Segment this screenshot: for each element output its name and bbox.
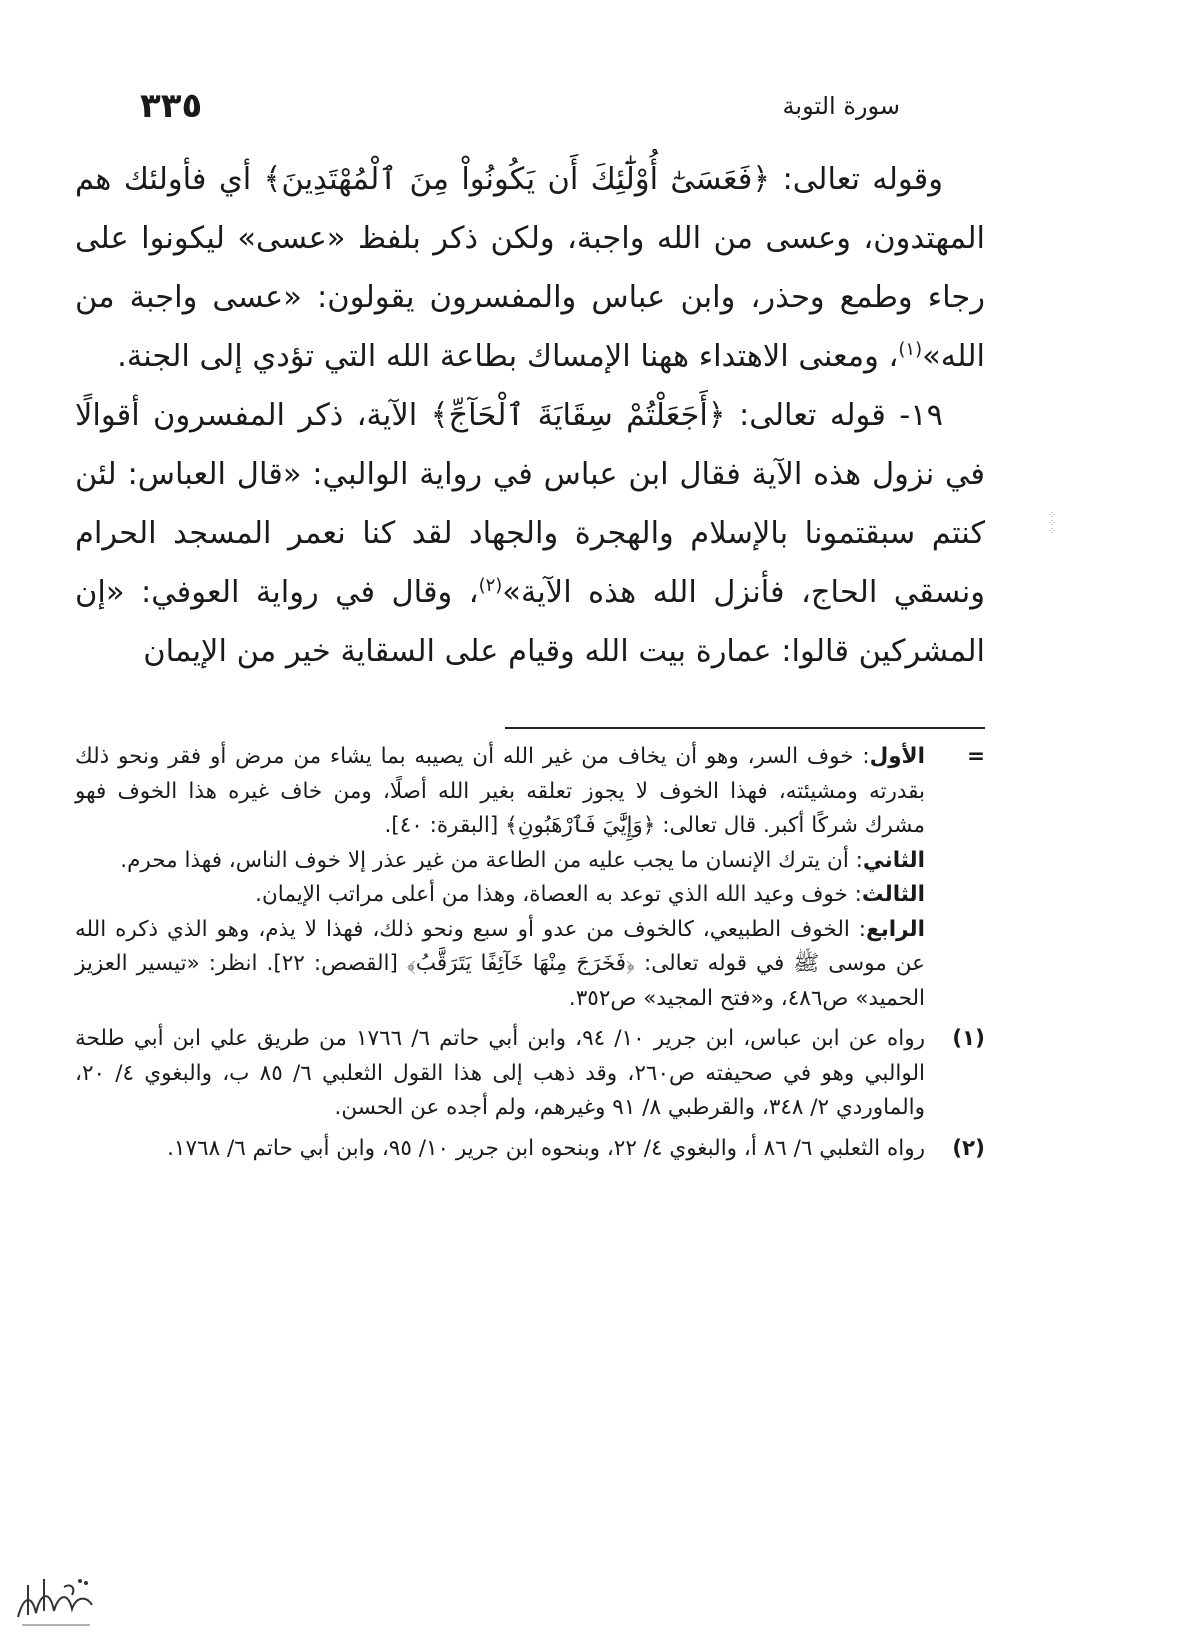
paragraph-2-text: الآية، ذكر المفسرون أقوالًا في نزول هذه الآية فقال ابن عباس في رواية الوالبي: «قال العباس: لئن كنتم سبقتمونا بالإسلام والهجرة والجهاد لقد كنا نعمر المسجد الحرام ونسقي الحاج، فأنزل الله هذه الآية» [75, 398, 985, 610]
fear-type-third [75, 878, 925, 913]
paragraph-2-verse: ﴿أَجَعَلْتُمْ سِقَايَةَ ٱلْحَآجِّ﴾ [430, 398, 726, 433]
fear-type-third-term: الثالث [861, 882, 925, 907]
footnote-1-text: رواه عن ابن عباس، ابن جرير ١٠/ ٩٤، وابن أبي حاتم ٦/ ١٧٦٦ من طريق علي ابن أبي طلحة الوالبي وهو في صحيفته ص٢٦٠، وقد ذهب إلى هذا القول الثعلبي ٦/ ٨٥ ب، والبغوي ٤/ ٢٠، والماوردي ٢/ ٣٤٨، والقرطبي ٨/ ٩١ وغيرهم، ولم أجده عن الحسن. [75, 1026, 926, 1120]
footnote-ref-2[interactable]: (٢) [478, 574, 503, 596]
fear-type-fourth-verse: ﴿فَخَرَجَ مِنْهَا خَآئِفًا يَتَرَقَّبُ﴾ [406, 951, 635, 976]
footnotes [75, 740, 985, 1172]
footnote-1-mark: (١) [952, 1026, 985, 1051]
page-number: ٣٣٥ [140, 86, 203, 126]
footnote-ref-1[interactable]: (١) [898, 338, 923, 360]
paragraph-1 [75, 150, 985, 386]
footnote-continuation [75, 740, 985, 1016]
footnote-1 [75, 1022, 985, 1126]
paragraph-1-verse: ﴿فَعَسَىٰٓ أُوْلَٰٓئِكَ أَن يَكُونُواْ مِنَ ٱلْمُهْتَدِينَ﴾ [263, 162, 771, 197]
fear-type-fourth [75, 913, 925, 1017]
margin-ornament-icon: ⁘ ⁘ ⁘ [1047, 510, 1057, 537]
footnote-divider [505, 727, 985, 729]
footnote-2-mark: (٢) [952, 1135, 985, 1161]
footnote-continuation-mark: = [966, 744, 985, 769]
paragraph-2 [75, 386, 985, 681]
footnote-2-text: رواه الثعلبي ٦/ ٨٦ أ، والبغوي ٤/ ٢٢، وبنحوه ابن جرير ١٠/ ٩٥، وابن أبي حاتم ٦/ ١٧٦٨. [167, 1135, 925, 1161]
paragraph-2-lead: ١٩- قوله تعالى: [725, 398, 943, 433]
main-text [75, 150, 985, 681]
running-title: سورة التوبة [782, 92, 900, 120]
page-header [140, 86, 900, 132]
fear-type-second-term: الثاني [862, 847, 925, 873]
fear-type-fourth-term: الرابع [866, 916, 925, 942]
fear-type-first [75, 740, 925, 844]
footnote-2 [75, 1132, 985, 1167]
publisher-logo-icon [10, 1565, 100, 1635]
fear-type-first-term: الأول [869, 744, 925, 769]
fear-type-third-text: : خوف وعيد الله الذي توعد به العصاة، وهذا من أعلى مراتب الإيمان. [255, 882, 862, 907]
paragraph-1-text: أي فأولئك هم المهتدون، وعسى من الله واجبة، ولكن ذكر بلفظ «عسى» ليكونوا على رجاء وطمع وحذر، وابن عباس والمفسرون يقولون: «عسى واجبة من الله» [75, 162, 985, 374]
fear-type-second-text: : أن يترك الإنسان ما يجب عليه من الطاعة من غير عذر إلا خوف الناس، فهذا محرم. [120, 847, 863, 873]
fear-type-first-verse: ﴿وَإِيَّٰيَ فَٱرْهَبُونِ﴾ [505, 813, 656, 838]
paragraph-1-lead: وقوله تعالى: [770, 162, 943, 197]
paragraph-1-tail: ، ومعنى الاهتداء ههنا الإمساك بطاعة الله التي تؤدي إلى الجنة. [117, 339, 899, 374]
fear-type-first-text: : خوف السر، وهو أن يخاف من غير الله أن يصيبه بما يشاء من مرض أو فقر ونحو ذلك بقدرته ومشيئته، فهذا الخوف لا يجوز تعلقه بغير الله أصلًا، ومن خاف غيره هذا الخوف فهو مشرك شركًا أكبر. قال تعالى: [75, 744, 925, 838]
fear-type-fourth-tail: [القصص: ٢٢]. انظر: «تيسير العزيز الحميد» ص٤٨٦، و«فتح المجيد» ص٣٥٢. [75, 951, 925, 1011]
fear-type-second [75, 844, 925, 879]
fear-type-fourth-text: : الخوف الطبيعي، كالخوف من عدو أو سبع ونحو ذلك، فهذا لا يذم، وهو الذي ذكره الله عن موسى ﷺ في قوله تعالى: [75, 916, 926, 976]
paragraph-2-tail: ، وقال في رواية العوفي: «إن المشركين قالوا: عمارة بيت الله وقيام على السقاية خير من الإيمان [75, 575, 985, 669]
fear-type-first-ref: [البقرة: ٤٠]. [384, 813, 506, 838]
